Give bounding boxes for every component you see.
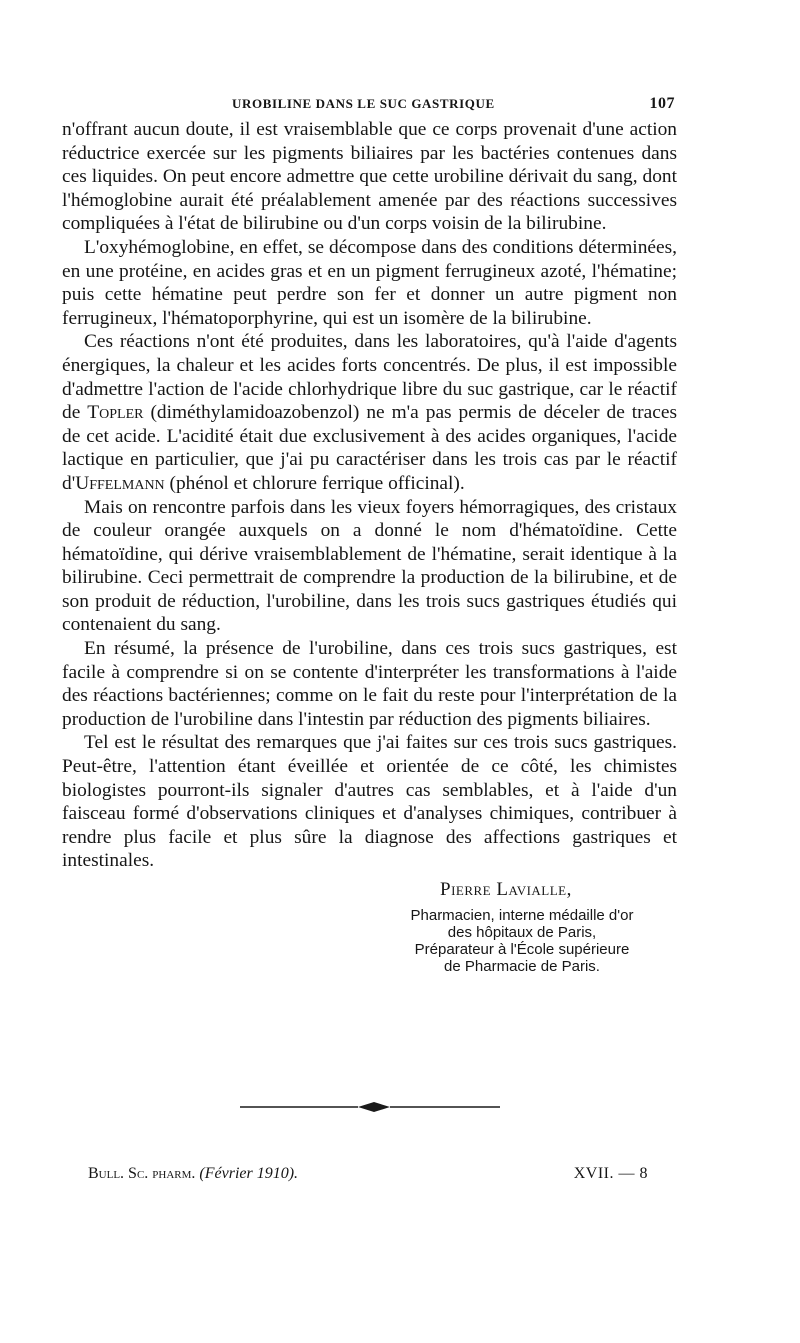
paragraph-text: En résumé, la présence de l'urobiline, dans ces trois sucs gastriques, est facile à comprendre si on se contente d'interpréter les transformations à l'aide des réactions bactériennes; comme on le fait du reste pour l'interprétation de la production de l'urobiline dans l'intestin par réduction des pigments biliaires.: [62, 638, 677, 730]
journal-abbrev-pharm: pharm.: [152, 1165, 196, 1182]
running-title: UROBILINE DANS LE SUC GASTRIQUE: [232, 96, 495, 111]
paragraph: [62, 118, 677, 236]
paragraph: [62, 496, 677, 638]
paragraph: [62, 330, 677, 495]
paragraph-text: Ces réactions n'ont été produites, dans les laboratoires, qu'à l'aide d'agents énergiques, la chaleur et les acides forts concentrés. De plus, il est impossible d'admettre l'action de l'acide chlorhydrique libre du suc gastrique, car le réactif de: [62, 331, 677, 424]
page: [62, 92, 677, 983]
paragraph: [62, 236, 677, 330]
article-body: [62, 118, 677, 873]
affiliation-line: des hôpitaux de Paris,: [447, 924, 597, 941]
paragraph-text: Tel est le résultat des remarques que j'ai faites sur ces trois sucs gastriques. Peut-être, l'attention étant éveillée et orientée de ce côté, les chimistes biologistes pourront-ils signaler d'autres cas semblables, et à l'aide d'un faisceau formé d'observations cliniques et d'analyses chimiques, contribuer à rendre plus facile et plus sûre la diagnose des affections gastriques et intestinales.: [62, 732, 677, 872]
affiliation-line: Pharmacien, interne médaille d'or: [410, 907, 634, 924]
page-footer: [88, 1165, 648, 1189]
affiliation-line: Préparateur à l'École supérieure: [414, 941, 630, 958]
end-ornament-rule: [240, 1097, 500, 1117]
paragraph-text: L'oxyhémoglobine, en effet, se décompose dans des conditions déterminées, en une protéine, en acides gras et en un pigment ferrugineux azoté, l'hématine; puis cette hématine peut perdre son fer et donner un autre pigment non ferrugineux, l'hématoporphyrine, qui est un isomère de la bilirubine.: [62, 236, 677, 329]
page-number: 107: [649, 95, 675, 112]
footer-citation: [88, 1165, 298, 1183]
author-name-reference: Topler: [87, 402, 144, 424]
author-name-reference: Uffelmann: [75, 472, 165, 494]
author-name: Pierre Lavialle,: [440, 879, 572, 900]
paragraph-text: Mais on rencontre parfois dans les vieux foyers hémorragiques, des cristaux de couleur orangée auxquels on a donné le nom d'hématoïdine. Cette hématoïdine, qui dérive vraisemblablement de l'hématine, serait identique à la bilirubine. Ceci permettrait de comprendre la production de la bilirubine, et de son produit de réduction, l'urobiline, dans les trois sucs gastriques étudiés qui contenaient du sang.: [62, 496, 677, 636]
issue-date: (Février 1910).: [199, 1165, 299, 1182]
paragraph: [62, 731, 677, 873]
author-signature: [62, 879, 677, 983]
paragraph: [62, 637, 677, 731]
journal-abbrev: Bull. Sc.: [88, 1165, 149, 1182]
paragraph-text: (diméthylamidoazobenzol) ne m'a pas permis de déceler de traces de cet acide. L'acidité était due exclusivement à des acides organiques, l'acide lactique en particulier, que j'ai pu caractériser dans les trois cas par le réactif d': [62, 402, 677, 494]
signature-mark: XVII. — 8: [573, 1165, 648, 1182]
affiliation-line: de Pharmacie de Paris.: [444, 958, 600, 975]
author-affiliation: [367, 907, 677, 975]
paragraph-text: (phénol et chlorure ferrique officinal).: [164, 472, 465, 494]
running-head: [62, 92, 677, 118]
paragraph-text: n'offrant aucun doute, il est vraisemblable que ce corps provenait d'une action réductrice exercée sur les pigments biliaires par les bactéries contenues dans ces liquides. On peut encore admettre que cette urobiline dérivait du sang, dont l'hémoglobine aurait été préalablement amenée par des réactions successives compliquées à l'état de bilirubine ou d'un corps voisin de la bilirubine.: [62, 119, 677, 235]
